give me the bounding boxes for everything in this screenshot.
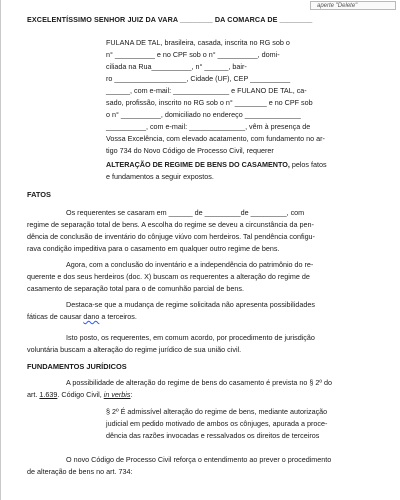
text-line: e fundamentos a seguir expostos. — [106, 172, 214, 181]
text-line: Os requerentes se casaram em ______ de _________de _________, com — [66, 208, 305, 217]
text-line: dência de conclusão de inventário do cônjuge viúvo com herdeiros. Tal pendência configu- — [27, 232, 315, 241]
text-line: fáticas de causar dano a terceiros. — [27, 312, 137, 321]
text-line: Agora, com a conclusão do inventário e a independência do patrimônio do re- — [66, 260, 314, 269]
text-line: judicial em pedido motivado de ambos os cônjuges, apurada a proce- — [106, 419, 328, 428]
text-line: tigo 734 do Novo Código de Processo Civil, requerer — [106, 146, 274, 155]
fatos-paragraph-4 — [27, 332, 371, 356]
action-title: ALTERAÇÃO DE REGIME DE BENS DO CASAMENTO, — [106, 160, 290, 169]
text-line: de alteração de bens no art. 734: — [27, 467, 133, 476]
fatos-paragraph-3 — [27, 299, 371, 323]
text-line: § 2º É admissível alteração do regime de bens, mediante autorização — [106, 407, 328, 416]
text-line: Destaca-se que a mudança de regime solicitada não apresenta possibilidades — [66, 300, 315, 309]
fundamentos-paragraph-2 — [27, 454, 371, 478]
document-heading: EXCELENTÍSSIMO SENHOR JUIZ DA VARA ________ DA COMARCA DE ________ — [27, 15, 313, 24]
qualification-paragraph — [106, 37, 369, 157]
spellcheck-word: dano — [83, 312, 100, 321]
action-paragraph — [106, 159, 371, 183]
text-line: Isto posto, os requerentes, em comum acordo, por procedimento de jurisdição — [66, 333, 315, 342]
section-title-fundamentos: FUNDAMENTOS JURÍDICOS — [27, 362, 127, 371]
text-line: art. 1.639. Código Civil, in verbis: — [27, 390, 133, 399]
text-line: dência das razões invocadas e ressalvados os direitos de terceiros — [106, 431, 320, 440]
text-line: __________, com e-mail: ______________, vêm à presença de — [106, 122, 311, 131]
text-line: querente e dos seus herdeiros (doc. X) buscam os requerentes a alteração do regime de — [27, 272, 310, 281]
section-title-fatos: FATOS — [27, 190, 51, 199]
article-reference: 1.639 — [39, 390, 58, 399]
delete-hint-box: aperte "Delete" — [310, 1, 396, 10]
text-line: A possibilidade de alteração do regime de bens do casamento é prevista no § 2º do — [66, 378, 332, 387]
text-line: ALTERAÇÃO DE REGIME DE BENS DO CASAMENTO, pelos fatos — [106, 160, 327, 169]
text-line: O novo Código de Processo Civil reforça o entendimento ao prever o procedimento — [66, 455, 332, 464]
fatos-paragraph-2 — [27, 259, 371, 295]
fatos-paragraph-1 — [27, 207, 371, 255]
in-verbis-text: in verbis — [103, 390, 131, 399]
legal-quote — [106, 406, 371, 442]
text-line: ro __________________, Cidade (UF), CEP __________ — [106, 74, 291, 83]
text-line: sado, profissão, inscrito no RG sob o n° ________ e no CPF sob — [106, 98, 313, 107]
fundamentos-paragraph-1 — [27, 377, 371, 401]
text-line: Vossa Excelência, com elevado acatamento, com fundamento no ar- — [106, 134, 325, 143]
text-line: regime de separação total de bens. A escolha do regime se deveu a circunstância da pen- — [27, 220, 314, 229]
text-line: FULANA DE TAL, brasileira, casada, inscrita no RG sob o — [106, 38, 290, 47]
text-line: n° __________ e no CPF sob o n° __________, domi- — [106, 50, 280, 59]
text-line: rava condição impeditiva para o casamento em qualquer outro regime de bens. — [27, 244, 280, 253]
text-line: casamento de separação total para o de comunhão parcial de bens. — [27, 284, 244, 293]
text-line: ciliada na Rua__________, n° ______, bair- — [106, 62, 247, 71]
text-line: o n° __________, domiciliado no endereço ______________ — [106, 110, 301, 119]
text-line: ______, com e-mail: ______________ e FULANO DE TAL, ca- — [106, 86, 307, 95]
text-line: voluntária buscam a alteração do regime jurídico de sua união civil. — [27, 345, 242, 354]
